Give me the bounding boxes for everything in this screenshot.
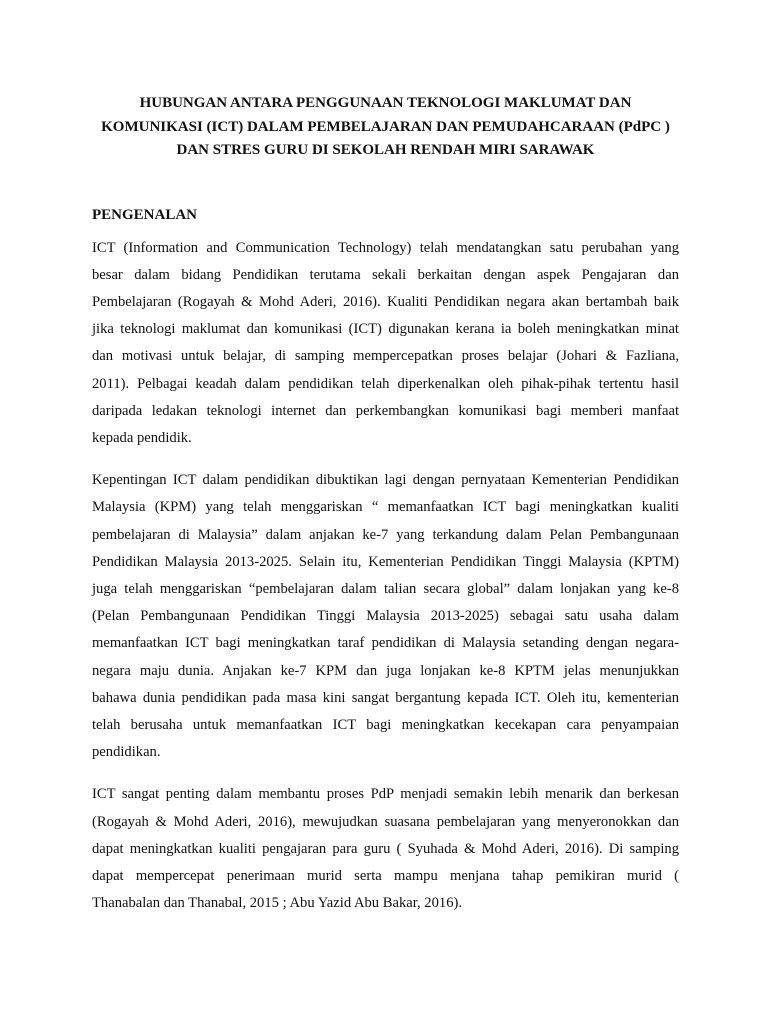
- paragraph-line: dapat mempercepat penerimaan murid serta mampu menjana tahap pemikiran murid (: [92, 867, 679, 884]
- title-line: DAN STRES GURU DI SEKOLAH RENDAH MIRI SARAWAK: [176, 142, 595, 158]
- paragraph-line: pendidikan.: [92, 744, 161, 761]
- paragraph-line: kepada pendidik.: [92, 429, 192, 446]
- paragraph-line: besar dalam bidang Pendidikan terutama sekali berkaitan dengan aspek Pengajaran dan: [92, 266, 679, 283]
- title-line: HUBUNGAN ANTARA PENGGUNAAN TEKNOLOGI MAKLUMAT DAN: [139, 95, 632, 111]
- paragraph-kpm-kptm: [92, 467, 679, 766]
- paragraph-line: Malaysia (KPM) yang telah menggariskan “ memanfaatkan ICT bagi meningkatkan kualiti: [92, 499, 679, 516]
- paragraph-line: ICT sangat penting dalam membantu proses PdP menjadi semakin lebih menarik dan berkesan: [92, 786, 679, 803]
- paragraph-introduction: [92, 235, 679, 453]
- paragraph-line: dapat meningkatkan kualiti pengajaran para guru ( Syuhada & Mohd Aderi, 2016). Di samping: [92, 840, 679, 857]
- paragraph-line: Pendidikan Malaysia 2013-2025. Selain itu, Kementerian Pendidikan Tinggi Malaysia (KPTM): [92, 553, 679, 570]
- paragraph-line: memanfaatkan ICT bagi meningkatkan taraf pendidikan di Malaysia setanding dengan negara-: [92, 635, 679, 652]
- document-title: [92, 92, 679, 163]
- document-page: [92, 0, 679, 917]
- paragraph-line: (Rogayah & Mohd Aderi, 2016), mewujudkan suasana pembelajaran yang menyeronokkan dan: [92, 813, 679, 830]
- paragraph-line: pembelajaran di Malaysia” dalam anjakan ke-7 yang terkandung dalam Pelan Pembangunaan: [92, 526, 679, 543]
- paragraph-line: Pembelajaran (Rogayah & Mohd Aderi, 2016). Kualiti Pendidikan negara akan bertambah baik: [92, 293, 679, 310]
- paragraph-line: jika teknologi maklumat dan komunikasi (ICT) digunakan kerana ia boleh meningkatkan minat: [92, 321, 679, 338]
- paragraph-line: telah berusaha untuk memanfaatkan ICT bagi meningkatkan kecekapan cara penyampaian: [92, 716, 679, 733]
- title-line: KOMUNIKASI (ICT) DALAM PEMBELAJARAN DAN PEMUDAHCARAAN (PdPC ): [101, 118, 670, 135]
- paragraph-line: ICT (Information and Communication Technology) telah mendatangkan satu perubahan yang: [92, 239, 679, 256]
- paragraph-line: bahawa dunia pendidikan pada masa kini sangat bergantung kepada ICT. Oleh itu, kementerian: [92, 689, 679, 706]
- paragraph-line: daripada ledakan teknologi internet dan perkembangkan komunikasi bagi memberi manfaat: [92, 402, 679, 419]
- paragraph-line: 2011). Pelbagai keadah dalam pendidikan telah diperkenalkan oleh pihak-pihak tertentu hasil: [92, 375, 679, 392]
- paragraph-line: Thanabalan dan Thanabal, 2015 ; Abu Yazid Abu Bakar, 2016).: [92, 895, 462, 912]
- paragraph-ict-pdp: [92, 781, 679, 917]
- paragraph-line: negara maju dunia. Anjakan ke-7 KPM dan juga lonjakan ke-8 KPTM jelas menunjukkan: [92, 662, 679, 679]
- paragraph-line: Kepentingan ICT dalam pendidikan dibuktikan lagi dengan pernyataan Kementerian Pendidikan: [92, 472, 679, 489]
- paragraph-line: dan motivasi untuk belajar, di samping mempercepatkan proses belajar (Johari & Fazliana,: [92, 348, 679, 365]
- section-heading: PENGENALAN: [92, 206, 198, 223]
- paragraph-line: juga telah menggariskan “pembelajaran dalam talian secara global” dalam lonjakan yang ke-8: [92, 580, 679, 597]
- paragraph-line: (Pelan Pembangunaan Pendidikan Tinggi Malaysia 2013-2025) sebagai satu usaha dalam: [92, 608, 679, 625]
